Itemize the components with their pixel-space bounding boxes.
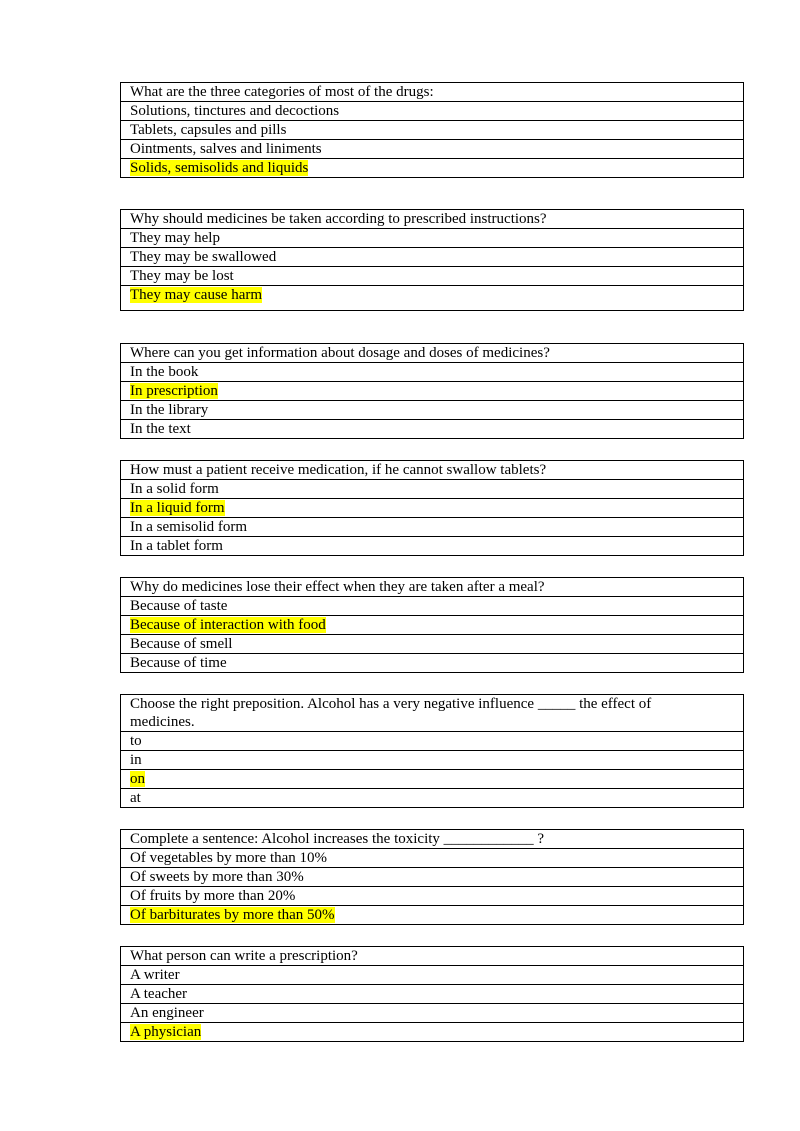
question-text: What person can write a prescription? — [121, 947, 744, 966]
answer-option: In a tablet form — [121, 537, 744, 556]
question-table — [120, 946, 744, 1042]
correct-answer-option — [121, 159, 744, 178]
answer-option: Tablets, capsules and pills — [121, 121, 744, 140]
question-text: How must a patient receive medication, if he cannot swallow tablets? — [121, 461, 744, 480]
answer-option: They may help — [121, 229, 744, 248]
answer-option: Ointments, salves and liniments — [121, 140, 744, 159]
answer-highlight: Solids, semisolids and liquids — [130, 160, 309, 176]
answer-option: in — [121, 751, 744, 770]
answer-highlight: on — [130, 771, 145, 787]
question-text: Where can you get information about dosage and doses of medicines? — [121, 344, 744, 363]
correct-answer-option — [121, 286, 744, 311]
question-table — [120, 694, 744, 808]
question-table — [120, 829, 744, 925]
answer-highlight: Of barbiturates by more than 50% — [130, 907, 335, 923]
answer-option: Of sweets by more than 30% — [121, 868, 744, 887]
correct-answer-option — [121, 382, 744, 401]
question-text: What are the three categories of most of the drugs: — [121, 83, 744, 102]
answer-option: Of fruits by more than 20% — [121, 887, 744, 906]
question-table — [120, 209, 744, 311]
answer-option: A teacher — [121, 985, 744, 1004]
answer-highlight: They may cause harm — [130, 287, 263, 303]
question-table — [120, 460, 744, 556]
correct-answer-option — [121, 1023, 744, 1042]
answer-option: at — [121, 789, 744, 808]
answer-option: In the book — [121, 363, 744, 382]
answer-option: A writer — [121, 966, 744, 985]
answer-option: In the text — [121, 420, 744, 439]
answer-option: They may be swallowed — [121, 248, 744, 267]
answer-option: They may be lost — [121, 267, 744, 286]
answer-option: Because of smell — [121, 635, 744, 654]
answer-option: In the library — [121, 401, 744, 420]
answer-highlight: A physician — [130, 1024, 202, 1040]
question-text: Why do medicines lose their effect when they are taken after a meal? — [121, 578, 744, 597]
answer-option: Of vegetables by more than 10% — [121, 849, 744, 868]
answer-highlight: In prescription — [130, 383, 218, 399]
question-text: Why should medicines be taken according to prescribed instructions? — [121, 210, 744, 229]
answer-option: In a solid form — [121, 480, 744, 499]
answer-option: Because of taste — [121, 597, 744, 616]
correct-answer-option — [121, 616, 744, 635]
answer-highlight: Because of interaction with food — [130, 617, 326, 633]
answer-option: In a semisolid form — [121, 518, 744, 537]
correct-answer-option — [121, 499, 744, 518]
correct-answer-option — [121, 770, 744, 789]
answer-option: An engineer — [121, 1004, 744, 1023]
question-table — [120, 577, 744, 673]
answer-option: to — [121, 732, 744, 751]
question-text: Choose the right preposition. Alcohol has a very negative influence _____ the effect of medicines. — [121, 695, 744, 732]
question-table — [120, 82, 744, 178]
answer-option: Because of time — [121, 654, 744, 673]
correct-answer-option — [121, 906, 744, 925]
answer-highlight: In a liquid form — [130, 500, 225, 516]
answer-option: Solutions, tinctures and decoctions — [121, 102, 744, 121]
question-text: Complete a sentence: Alcohol increases the toxicity ____________ ? — [121, 830, 744, 849]
question-table — [120, 343, 744, 439]
